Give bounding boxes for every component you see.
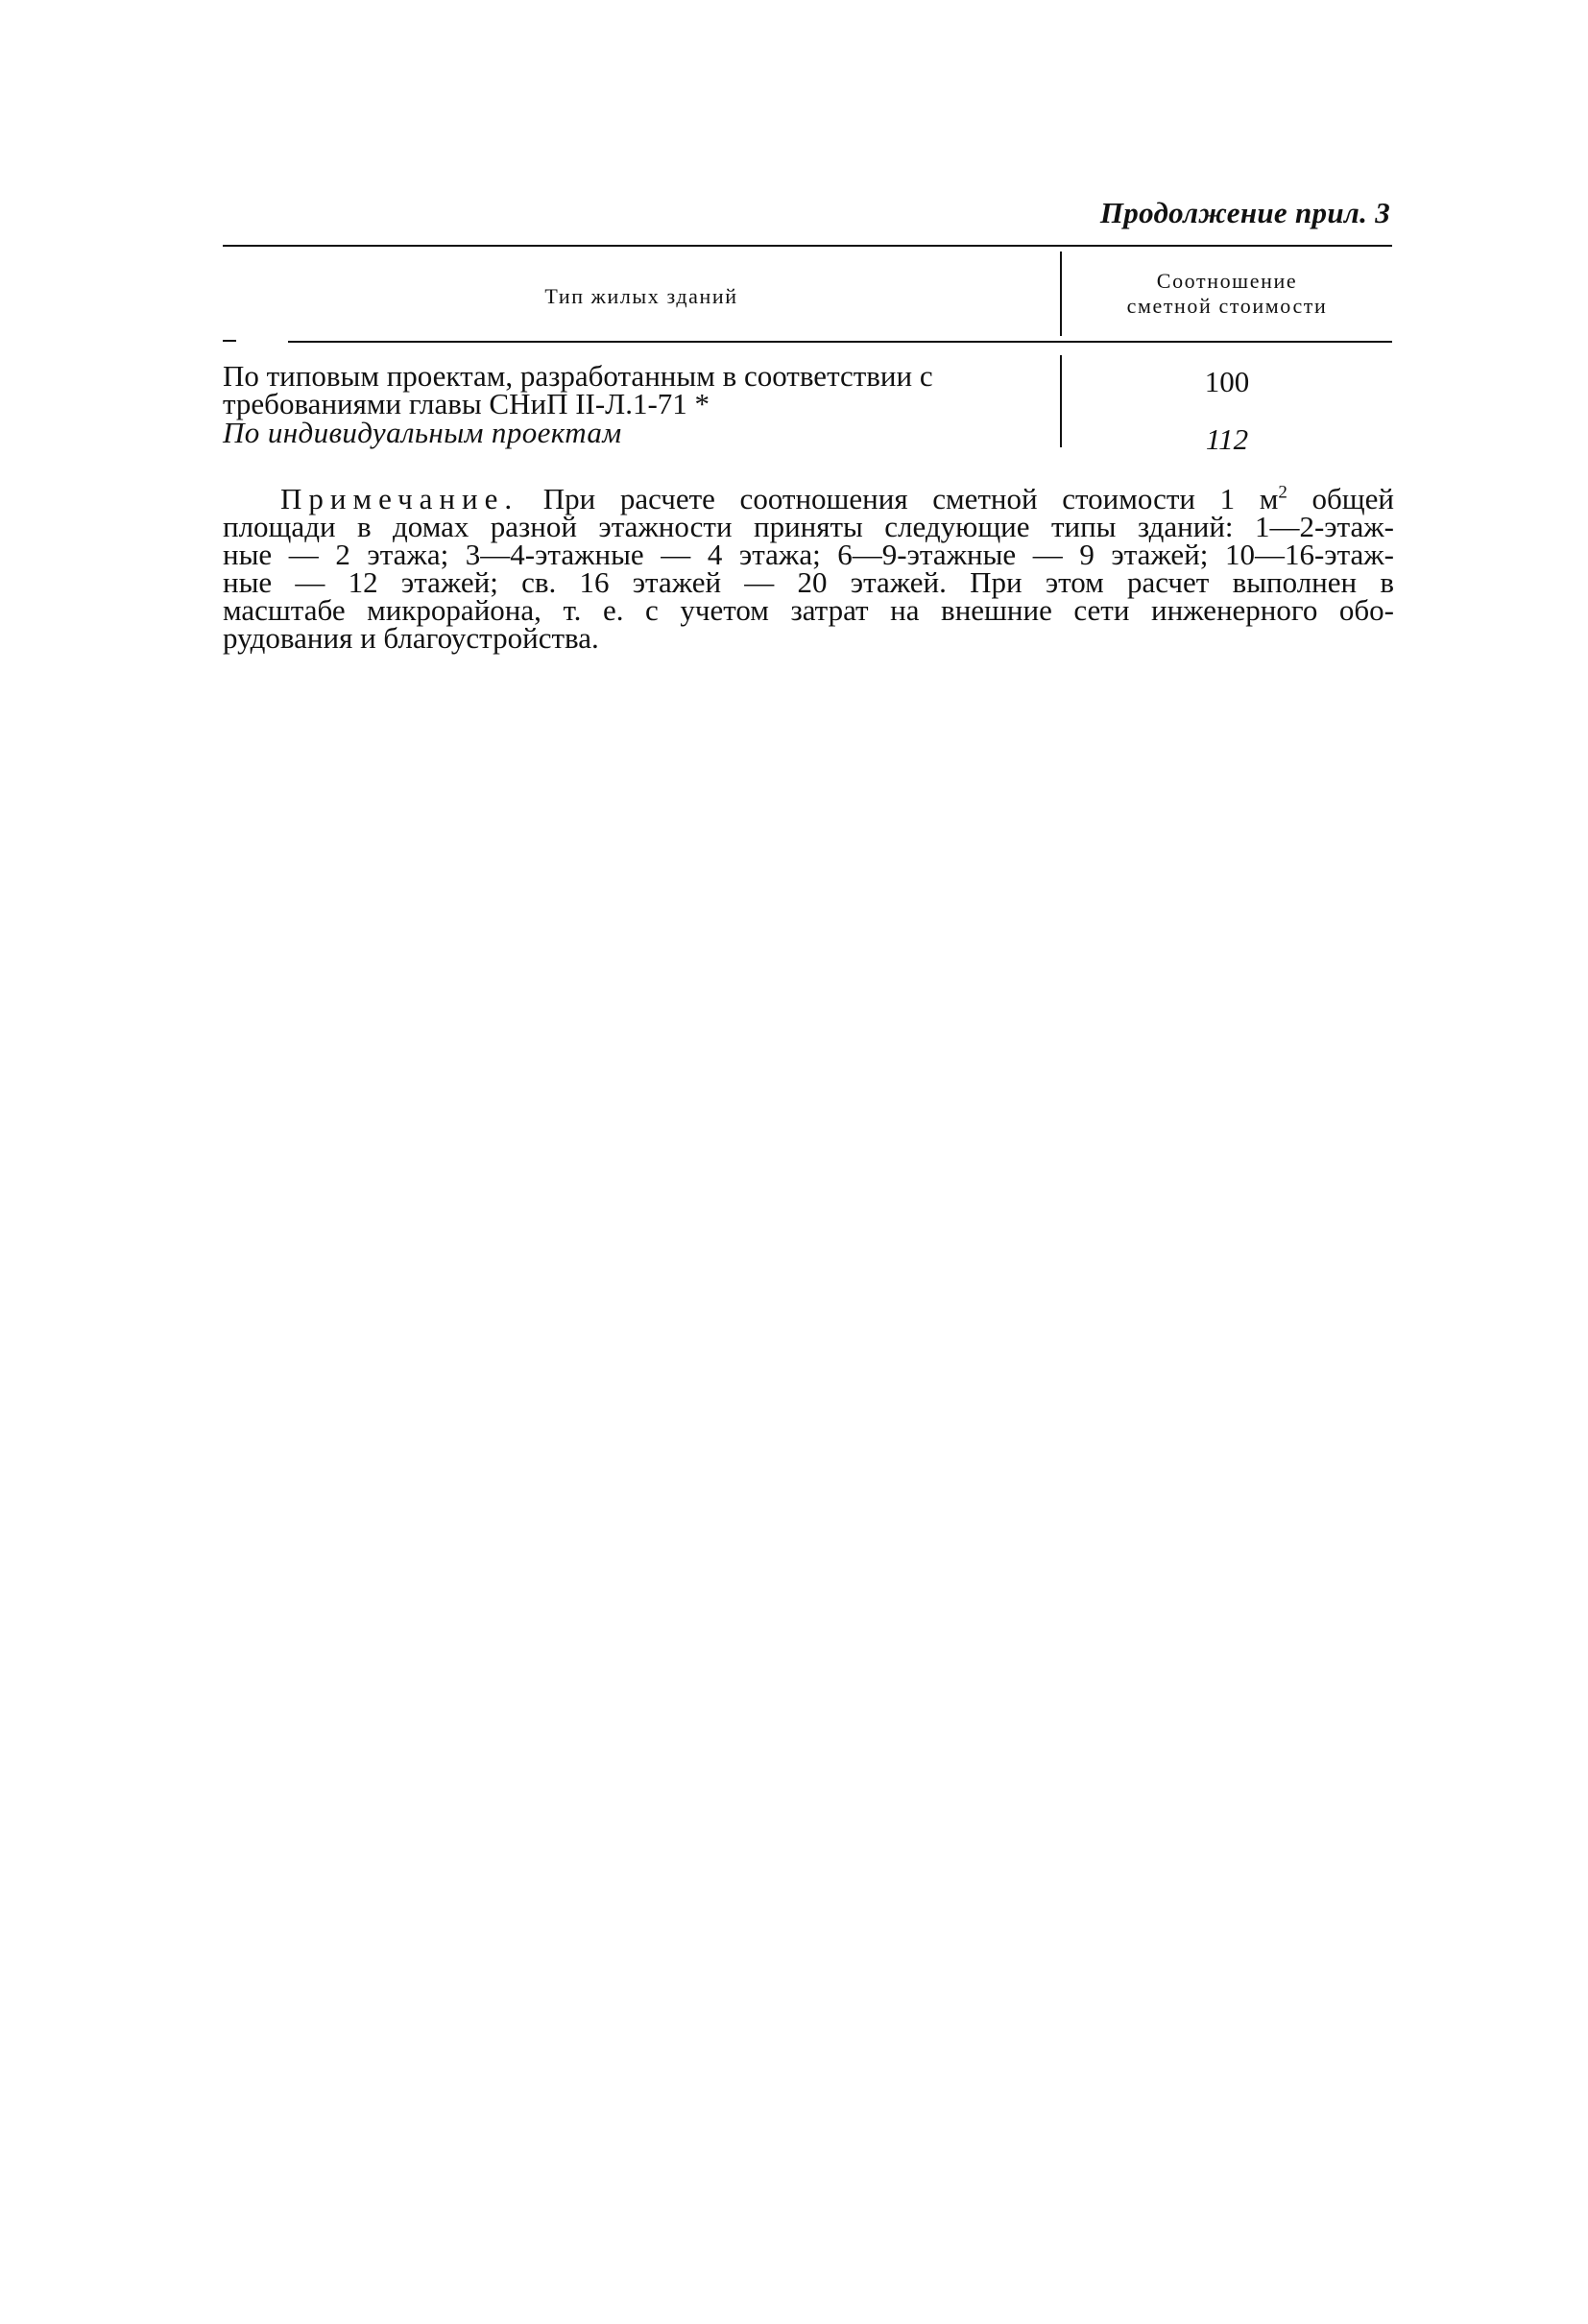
header-rule-dash — [223, 340, 236, 342]
footnote-line-1-end: общей — [1311, 482, 1395, 515]
row-typical-text-line1: По типовым проектам, разработанным в соответствии с — [223, 359, 933, 393]
row-individual-value: 112 — [1205, 422, 1249, 456]
footnote — [223, 482, 1395, 655]
table-row-typical-projects — [223, 359, 1041, 420]
row-typical-text-line2: требованиями главы СНиП II-Л.1-71 * — [223, 387, 710, 420]
footnote-line-1 — [223, 482, 1395, 515]
row-typical-value: 100 — [1204, 365, 1250, 398]
footnote-label: Примечание. — [280, 482, 519, 515]
column-header-cost-ratio-line1: Соотношение — [1156, 269, 1298, 293]
column-header-cost-ratio — [1062, 269, 1392, 319]
continuation-heading: Продолжение прил. 3 — [1099, 196, 1390, 229]
footnote-line-3: ные — 2 этажа; 3—4-этажные — 4 этажа; 6—9-этажные — 9 этажей; 10—16-этаж- — [223, 538, 1394, 571]
footnote-line-4: ные — 12 этажей; св. 16 этажей — 20 этажей. При этом расчет выполнен в — [223, 565, 1394, 599]
column-header-building-type: Тип жилых зданий — [544, 284, 738, 308]
table-row-individual-projects: По индивидуальным проектам — [223, 416, 622, 449]
footnote-superscript: 2 — [1278, 482, 1287, 503]
footnote-line-1-start: При расчете соотношения сметной стоимости 1 м — [542, 482, 1279, 515]
footnote-line-6: рудования и благоустройства. — [223, 621, 599, 655]
header-column-divider — [1060, 252, 1062, 336]
footnote-line-2: площади в домах разной этажности приняты следующие типы зданий: 1—2-этаж- — [223, 510, 1394, 543]
header-bottom-rule — [288, 341, 1392, 343]
footnote-line-5: масштабе микрорайона, т. е. с учетом затрат на внешние сети инженерного обо- — [223, 593, 1394, 627]
column-header-cost-ratio-line2: сметной стоимости — [1126, 294, 1328, 318]
table-top-rule — [223, 245, 1392, 247]
